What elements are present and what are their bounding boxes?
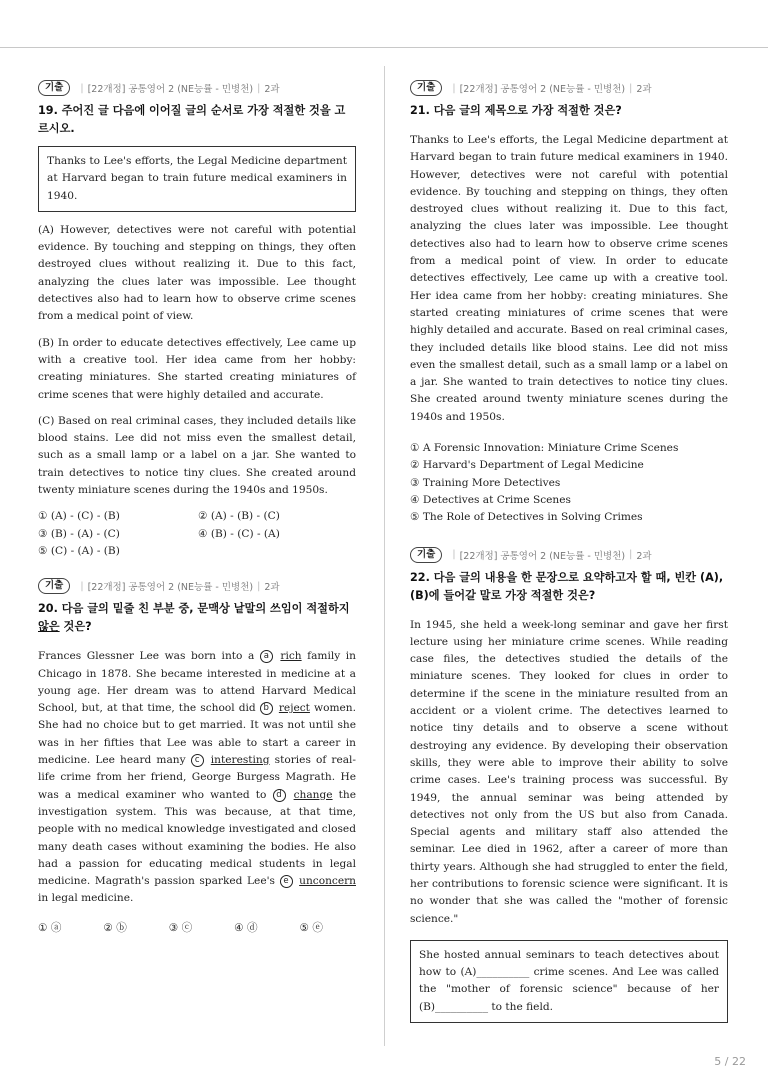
choice[interactable]: ⑤ (C) - (A) - (B) (38, 544, 120, 557)
q20-passage: Frances Glessner Lee was born into a a rich family in Chicago in 1878. She became interested in medicine at a young age. Her dream was to attend Harvard Medical School, but, at that time, the school did b reject women. She had no choice but to get married. It was not until she was in her fifties that Lee was able to start a career in medicine. Lee heard many c interesting stories of real-life crime from her friend, George Burgess Magrath. He was a medical examiner who wanted to d change the investigation system. This was because, at that time, people with no medical knowledge investigated and closed many death cases without examining the bodies. He also had a passion for educating medical students in legal medicine. Magrath's passion sparked Lee's e unconcern in legal medicine. (38, 650, 357, 905)
question-tag: 기출 | [22개정] 공통영어 2 (NE능률 - 민병천) | 2과 (410, 80, 728, 96)
q19-para-a: (A) However, detectives were not careful with potential evidence. By touching and stepping on things, they often destroyed clues without realizing it. Due to this fact, analyzing the clues later was impossible. Lee thought detectives also had to learn how to observe crime scenes from a medical point of view. (38, 223, 356, 323)
choice[interactable]: ② Harvard's Department of Legal Medicine (410, 459, 644, 472)
choice[interactable]: ⑤ ⓔ (299, 921, 323, 934)
underlined-word: interesting (210, 754, 270, 767)
exam-badge: 기출 (410, 547, 442, 563)
q19-choices (38, 508, 356, 560)
marker-a: a (260, 650, 273, 663)
q19-para-c: (C) Based on real criminal cases, they included details like blood stains. Lee did not miss even the smallest detail, such as a small lamp or a label on a jar. She wanted to train detectives to notice tiny clues. She created around twenty miniature scenes during the 1940s and 1950s. (38, 414, 356, 497)
source-label: [22개정] 공통영어 2 (NE능률 - 민병천) (459, 84, 626, 95)
lesson-label: 2과 (636, 84, 652, 95)
q21-passage: Thanks to Lee's efforts, the Legal Medicine department at Harvard began to train future medical examiners in 1940. However, detectives were not careful with potential evidence. By touching and stepping on things, they often destroyed clues without realizing it. Due to this fact, analyzing the clues later was impossible. Lee thought detectives also had to learn how to observe crime scenes from a medical point of view. In order to educate detectives effectively, Lee came up with a creative tool. Her idea came from her hobby: creating miniatures. She started creating miniatures of crime scenes that were highly detailed and accurate. Based on real criminal cases, they included details like blood stains. Lee did not miss even the smallest detail, such as a small lamp or a label on a jar. She wanted to train detectives to notice tiny clues. She created around twenty miniature scenes during the 1940s and 1950s. (410, 134, 728, 423)
source-label: [22개정] 공통영어 2 (NE능률 - 민병천) (459, 550, 626, 562)
q19-title: 19. 주어진 글 다음에 이어질 글의 순서로 가장 적절한 것을 고르시오. (38, 104, 346, 135)
left-column (38, 80, 356, 935)
q19-given-box (38, 146, 356, 212)
exam-badge: 기출 (38, 80, 70, 96)
choice[interactable]: ① (A) - (C) - (B) (38, 510, 120, 523)
q19-para-b: (B) In order to educate detectives effectively, Lee came up with a creative tool. Her idea came from her hobby: creating miniatures. She started creating miniatures of crime scenes that were highly detailed and accurate. (38, 336, 356, 401)
top-rule (0, 47, 768, 48)
choice[interactable]: ⑤ The Role of Detectives in Solving Crimes (410, 511, 643, 524)
question-tag: 기출 | [22개정] 공통영어 2 (NE능률 - 민병천) | 2과 (410, 547, 728, 563)
choice[interactable]: ② (A) - (B) - (C) (198, 510, 280, 523)
choice[interactable]: ④ ⓓ (234, 921, 258, 934)
exam-badge: 기출 (410, 80, 442, 96)
underlined-word: reject (278, 702, 310, 715)
question-tag: 기출 | [22개정] 공통영어 2 (NE능률 - 민병천) | 2과 (38, 578, 356, 594)
q20-choices (38, 920, 323, 935)
marker-d: d (273, 789, 286, 802)
underlined-word: rich (280, 650, 302, 663)
choice[interactable]: ③ ⓒ (168, 921, 193, 934)
marker-e: e (280, 875, 293, 888)
q20-title: 20. 다음 글의 밑줄 친 부분 중, 문맥상 낱말의 쓰임이 적절하지 않은 것은? (38, 602, 350, 634)
choice[interactable]: ① ⓐ (38, 921, 62, 934)
source-label: [22개정] 공통영어 2 (NE능률 - 민병천) (87, 582, 254, 594)
q22-summary-text: She hosted annual seminars to teach detectives about how to (A)__________ crime scenes. And Lee was called the "mother of forensic science" because of her (B)__________ to the field. (419, 948, 719, 1013)
choice[interactable]: ④ (B) - (C) - (A) (198, 527, 280, 540)
lesson-label: 2과 (264, 582, 280, 594)
choice[interactable]: ③ Training More Detectives (410, 476, 561, 489)
underlined-word: change (293, 788, 333, 801)
q21-choices (410, 440, 728, 526)
q22-title: 22. 다음 글의 내용을 한 문장으로 요약하고자 할 때, 빈칸 (A), (B)에 들어갈 말로 가장 적절한 것은? (410, 570, 724, 602)
marker-c: c (191, 754, 204, 767)
choice[interactable]: ④ Detectives at Crime Scenes (410, 493, 571, 506)
q22-summary-box (410, 940, 728, 1023)
choice[interactable]: ① A Forensic Innovation: Miniature Crime Scenes (410, 442, 679, 455)
q19-given-text: Thanks to Lee's efforts, the Legal Medicine department at Harvard began to train future medical examiners in 1940. (47, 155, 347, 202)
q22-passage: In 1945, she held a week-long seminar and gave her first lecture using her miniature crime scenes. While reading case files, the detectives studied the details of the miniature scenes. They looked for clues in order to determine if the scene in the miniature resulted from an accident or a violent crime. The detectives learned to notice tiny details and to observe a scene without destroying any evidence. By developing their observation skills, they were able to improve their ability to solve crime cases. Lee's training process was successful. By 1949, the annual seminar was being attended by detectives not only from the US but also from Canada. Special agents and military staff also attended the seminar. Lee died in 1962, after a career of more than thirty years. Although she had struggled to enter the field, her contributions to forensic science were significant. It is no wonder that she was called the "mother of forensic science." (410, 618, 728, 925)
page-number: 5 / 22 (714, 1055, 746, 1068)
exam-badge: 기출 (38, 578, 70, 594)
lesson-label: 2과 (636, 550, 652, 562)
lesson-label: 2과 (264, 84, 280, 95)
underlined-word: unconcern (299, 875, 356, 888)
choice[interactable]: ③ (B) - (A) - (C) (38, 527, 120, 540)
right-column (410, 80, 728, 1033)
choice[interactable]: ② ⓑ (103, 921, 127, 934)
question-tag: 기출 | [22개정] 공통영어 2 (NE능률 - 민병천) | 2과 (38, 80, 356, 96)
q21-title: 21. 다음 글의 제목으로 가장 적절한 것은? (410, 104, 622, 117)
column-divider (384, 66, 385, 1046)
source-label: [22개정] 공통영어 2 (NE능률 - 민병천) (87, 84, 254, 95)
marker-b: b (260, 702, 273, 715)
